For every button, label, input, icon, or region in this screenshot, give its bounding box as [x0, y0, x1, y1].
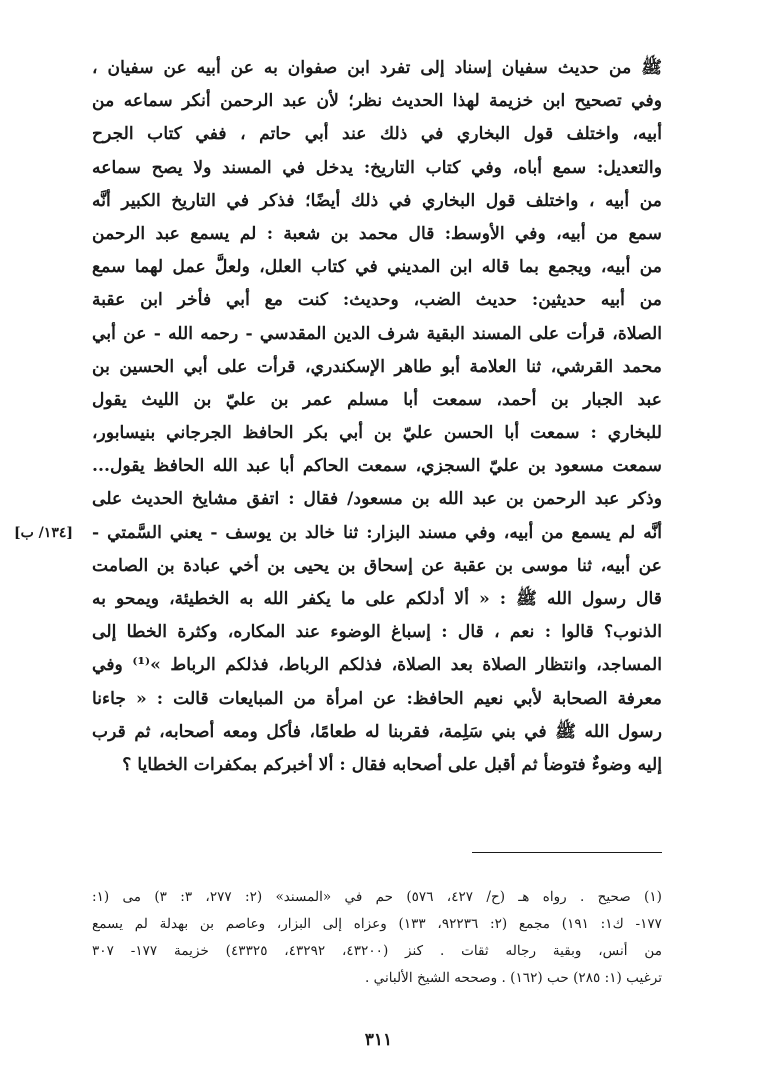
- text-line: أبيه، واختلف قول البخاري في ذلك عند أبي حاتم ، ففي كتاب الجرح: [92, 124, 662, 145]
- footnote-separator: [472, 852, 662, 853]
- text-line: للبخاري : سمعت أبا الحسن عليّ بن أبي بكر الحافظ الجرجاني بنيسابور،: [92, 423, 662, 444]
- footnote-line: ١٧٧- ك١: ١٩١) مجمع (٢: ٩٢٢٣٦، ١٣٣) وعزاه إلى البزار، وعاصم بن بهدلة لم يسمع: [92, 916, 662, 932]
- text-line: سمع من أبيه، وفي الأوسط: قال محمد بن شعبة : لم يسمع عبد الرحمن: [92, 223, 662, 244]
- footnote-line: من أنس، وبقية رجاله ثقات . كنز (٤٣٢٠٠، ٤٣٢٩٢، ٤٣٣٢٥) خزيمة ١٧٧- ٣٠٧: [92, 943, 662, 959]
- text-line: إليه وضوءٌ فتوضأ ثم أقبل على أصحابه فقال : ألا أخبركم بمكفرات الخطايا ؟: [122, 754, 662, 775]
- text-line: وفي تصحيح ابن خزيمة لهذا الحديث نظر؛ لأن عبد الرحمن أنكر سماعه من: [92, 91, 662, 112]
- text-line: من أبيه حديثين: حديث الضب، وحديث: كنت مع أبي فأخر ابن عقبة: [92, 290, 662, 311]
- text-line: المساجد، وانتظار الصلاة بعد الصلاة، فذلكم الرباط، فذلكم الرباط »⁽¹⁾ وفي: [92, 655, 662, 676]
- text-line: محمد القرشي، ثنا العلامة أبو طاهر الإسكندري، قرأت على أبي الحسين بن: [92, 356, 662, 377]
- footnote-line: ترغيب (١: ٢٨٥) حب (١٦٢) . وصححه الشيخ الألباني .: [365, 970, 662, 986]
- text-line: من أبيه، ويجمع بما قاله ابن المديني في كتاب العلل، ولعلَّ عمل لهما سمع: [92, 257, 662, 278]
- text-line: أنَّه لم يسمع من أبيه، وفي مسند البزار: ثنا خالد بن يوسف - يعني السَّمتي -: [92, 522, 662, 543]
- footnotes-block: [92, 884, 662, 992]
- text-line: والتعديل: سمع أباه، وفي كتاب التاريخ: يدخل في المسند ولا يصح سماعه: [92, 157, 662, 178]
- text-line: معرفة الصحابة لأبي نعيم الحافظ: عن امرأة من المبايعات قالت : « جاءنا: [92, 688, 662, 709]
- text-line: سمعت مسعود بن عليّ السجزي، سمعت الحاكم أبا عبد الله الحافظ يقول...: [92, 456, 662, 477]
- text-line: قال رسول الله ﷺ : « ألا أدلكم على ما يكفر الله به الخطيئة، ويمحو به: [92, 589, 662, 609]
- text-line: عبد الجبار بن أحمد، سمعت أبا مسلم عمر بن عليّ بن الليث يقول: [92, 389, 662, 410]
- text-line: الصلاة، قرأت على المسند البقية شرف الدين المقدسي - رحمه الله - عن أبي: [92, 323, 662, 344]
- text-line: وذكر عبد الرحمن بن عبد الله بن مسعود/ فقال : اتفق مشايخ الحديث على: [92, 489, 662, 510]
- main-text-block: [92, 52, 662, 782]
- page-number: ٣١١: [364, 1030, 393, 1050]
- text-line: الذنوب؟ قالوا : نعم ، قال : إسباغ الوضوء عند المكاره، وكثرة الخطا إلى: [92, 622, 662, 643]
- footnote-line: (١) صحيح . رواه هـ (ح/ ٤٢٧، ٥٧٦) حم في «المسند» (٢: ٢٧٧، ٣: ٣) مى (١:: [92, 889, 662, 905]
- text-line: رسول الله ﷺ في بني سَلِمة، فقربنا له طعامًا، فأكل ومعه أصحابه، ثم قرب: [92, 721, 662, 742]
- text-line: من أبيه ، واختلف قول البخاري في ذلك أيضًا؛ فذكر في التاريخ الكبير أنَّه: [92, 190, 662, 211]
- text-line: ﷺ من حديث سفيان إسناد إلى تفرد ابن صفوان به عن أبيه عن سفيان ،: [92, 58, 662, 78]
- margin-reference: [١٣٤/ ب]: [14, 525, 73, 541]
- text-line: عن أبيه، ثنا موسى بن عقبة عن إسحاق بن يحيى بن أخي عبادة بن الصامت: [92, 555, 662, 576]
